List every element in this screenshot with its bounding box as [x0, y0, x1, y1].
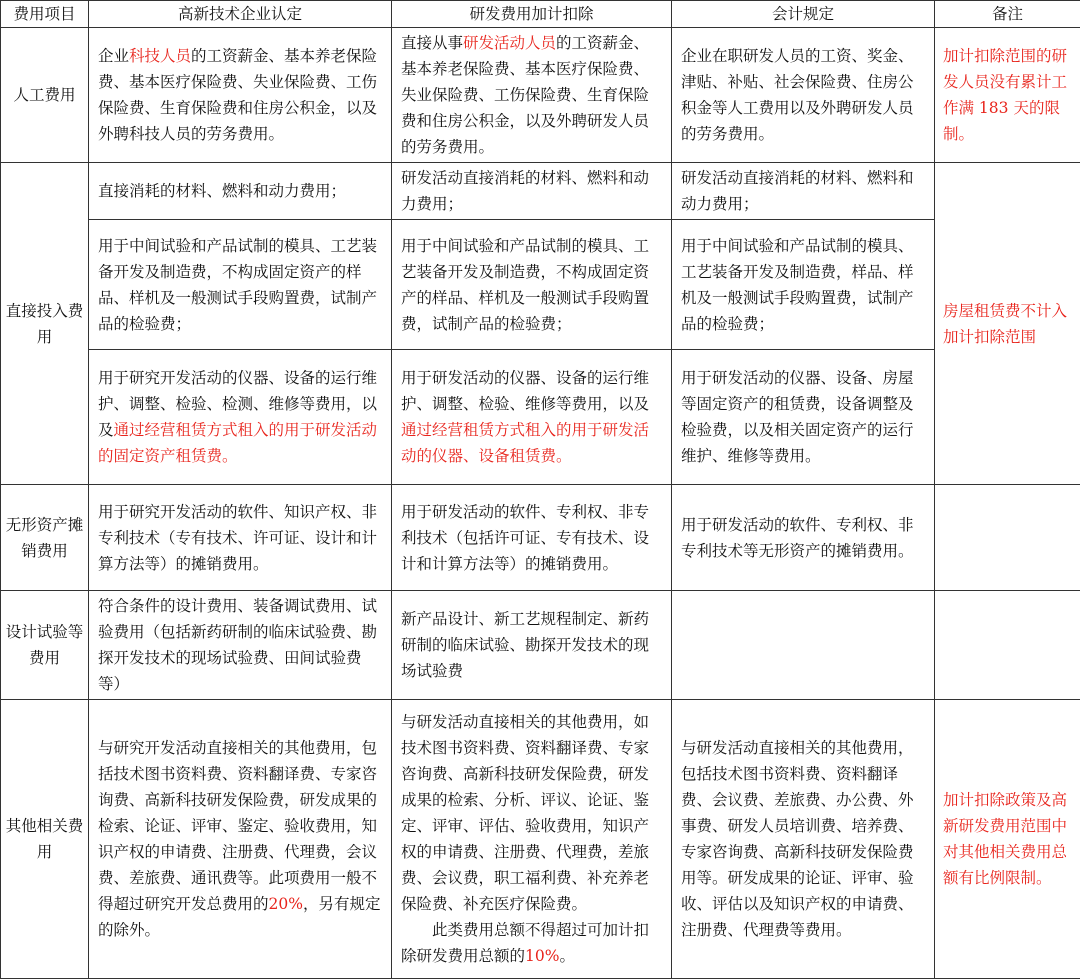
- other-rd-text-1: 与研发活动直接相关的其他费用，如技术图书资料费、资料翻译费、专家咨询费、高新科技研发保险费，研发成果的检索、分析、评议、论证、鉴定、评审、评估、验收费用，知识产权的申请费、注册费、代理费，差旅费、会议费，职工福利费、补充养老保险费、补充医疗保险费。: [401, 713, 650, 913]
- labor-hitech-text-1: 企业: [98, 47, 130, 65]
- other-rd-text-3: 。: [559, 947, 575, 965]
- row-direct-2: [1, 220, 1080, 350]
- row-intangible: [1, 485, 1080, 591]
- labor-hitech-text-2: 的工资薪金、基本养老保险费、基本医疗保险费、失业保险费、工伤保险费、生育保险费和住房公积金，以及外聘科技人员的劳务费用。: [98, 47, 378, 143]
- direct-3-rd-highlight: 通过经营租赁方式租入的用于研发活动的仪器、设备租赁费。: [401, 421, 650, 465]
- intangible-note: [935, 485, 1080, 591]
- direct-3-hitech-text: 用于研究开发活动的仪器、设备的运行维护、调整、检验、检测、维修等费用，以及: [98, 369, 378, 439]
- direct-3-rd-text: 用于研发活动的仪器、设备的运行维护、调整、检验、维修等费用，以及: [401, 369, 650, 413]
- design-note: [935, 591, 1080, 700]
- direct-3-accounting-cell: 用于研发活动的仪器、设备、房屋等固定资产的租赁费，设备调整及检验费，以及相关固定资产的运行维护、维修等费用。: [672, 350, 935, 485]
- labor-rd-text-2: 的工资薪金、基本养老保险费、基本医疗保险费、失业保险费、工伤保险费、生育保险费和住房公积金，以及外聘研发人员的劳务费用。: [401, 34, 650, 156]
- labor-rd-cell: [392, 28, 672, 163]
- header-category: 费用项目: [1, 1, 89, 28]
- row-direct-1: [1, 163, 1080, 220]
- direct-2-rd-cell: 用于中间试验和产品试制的模具、工艺装备开发及制造费，不构成固定资产的样品、样机及一般测试手段购置费，试制产品的检验费；: [392, 220, 672, 350]
- header-notes: 备注: [935, 1, 1080, 28]
- intangible-accounting-cell: 用于研发活动的软件、专利权、非专利技术等无形资产的摊销费用。: [672, 485, 935, 591]
- other-hitech-limit: 20%: [268, 895, 303, 913]
- row-other: [1, 700, 1080, 979]
- header-hitech-recognition: 高新技术企业认定: [89, 1, 392, 28]
- labor-note: 加计扣除范围的研发人员没有累计工作满 183 天的限制。: [935, 28, 1080, 163]
- design-rd-cell: 新产品设计、新工艺规程制定、新药研制的临床试验、勘探开发技术的现场试验费: [392, 591, 672, 700]
- other-rd-limit: 10%: [525, 947, 560, 965]
- category-design-test: 设计试验等费用: [1, 591, 89, 700]
- direct-1-rd-cell: 研发活动直接消耗的材料、燃料和动力费用；: [392, 163, 672, 220]
- row-design: [1, 591, 1080, 700]
- other-hitech-text-2: ，另有规定的除外。: [98, 895, 381, 939]
- labor-hitech-cell: [89, 28, 392, 163]
- other-hitech-cell: [89, 700, 392, 979]
- direct-note: 房屋租赁费不计入加计扣除范围: [935, 163, 1080, 485]
- intangible-hitech-cell: 用于研究开发活动的软件、知识产权、非专利技术（专有技术、许可证、设计和计算方法等）的摊销费用。: [89, 485, 392, 591]
- category-direct-input: 直接投入费用: [1, 163, 89, 485]
- direct-1-accounting-cell: 研发活动直接消耗的材料、燃料和动力费用；: [672, 163, 935, 220]
- labor-rd-highlight: 研发活动人员: [463, 34, 557, 52]
- other-accounting-cell: 与研发活动直接相关的其他费用，包括技术图书资料费、资料翻译费、会议费、差旅费、办公费、外事费、研发人员培训费、培养费、专家咨询费、高新科技研发保险费用等。研发成果的论证、评审、验收、评估以及知识产权的申请费、注册费、代理费等费用。: [672, 700, 935, 979]
- design-accounting-cell: [672, 591, 935, 700]
- header-rd-super-deduction: 研发费用加计扣除: [392, 1, 672, 28]
- direct-2-hitech-cell: 用于中间试验和产品试制的模具、工艺装备开发及制造费，不构成固定资产的样品、样机及一般测试手段购置费，试制产品的检验费；: [89, 220, 392, 350]
- category-other: 其他相关费用: [1, 700, 89, 979]
- direct-3-rd-cell: [392, 350, 672, 485]
- category-intangible: 无形资产摊销费用: [1, 485, 89, 591]
- row-labor: [1, 28, 1080, 163]
- other-rd-limit-sentence: [401, 917, 663, 969]
- direct-1-hitech-cell: 直接消耗的材料、燃料和动力费用；: [89, 163, 392, 220]
- labor-rd-text-1: 直接从事: [401, 34, 464, 52]
- direct-3-hitech-cell: [89, 350, 392, 485]
- design-hitech-cell: 符合条件的设计费用、装备调试费用、试验费用（包括新药研制的临床试验费、勘探开发技术的现场试验费、田间试验费等）: [89, 591, 392, 700]
- direct-2-accounting-cell: 用于中间试验和产品试制的模具、工艺装备开发及制造费，样品、样机及一般测试手段购置费，试制产品的检验费；: [672, 220, 935, 350]
- category-labor: 人工费用: [1, 28, 89, 163]
- labor-accounting-cell: 企业在职研发人员的工资、奖金、津贴、补贴、社会保险费、住房公积金等人工费用以及外聘研发人员的劳务费用。: [672, 28, 935, 163]
- header-row: [1, 1, 1080, 28]
- labor-hitech-highlight: 科技人员: [129, 47, 192, 65]
- intangible-rd-cell: 用于研发活动的软件、专利权、非专利技术（包括许可证、专有技术、设计和计算方法等）的摊销费用。: [392, 485, 672, 591]
- other-hitech-text-1: 与研究开发活动直接相关的其他费用，包括技术图书资料费、资料翻译费、专家咨询费、高新科技研发保险费，研发成果的检索、论证、评审、鉴定、验收费用，知识产权的申请费、注册费、代理费，会议费、差旅费、通讯费等。此项费用一般不得超过研究开发总费用的: [98, 739, 378, 913]
- row-direct-3: [1, 350, 1080, 485]
- direct-3-hitech-highlight: 通过经营租赁方式租入的用于研发活动的固定资产租赁费。: [98, 421, 378, 465]
- other-rd-cell: [392, 700, 672, 979]
- other-note: 加计扣除政策及高新研发费用范围中对其他相关费用总额有比例限制。: [935, 700, 1080, 979]
- other-rd-text-2: 此类费用总额不得超过可加计扣除研发费用总额的: [401, 921, 650, 965]
- header-accounting-rules: 会计规定: [672, 1, 935, 28]
